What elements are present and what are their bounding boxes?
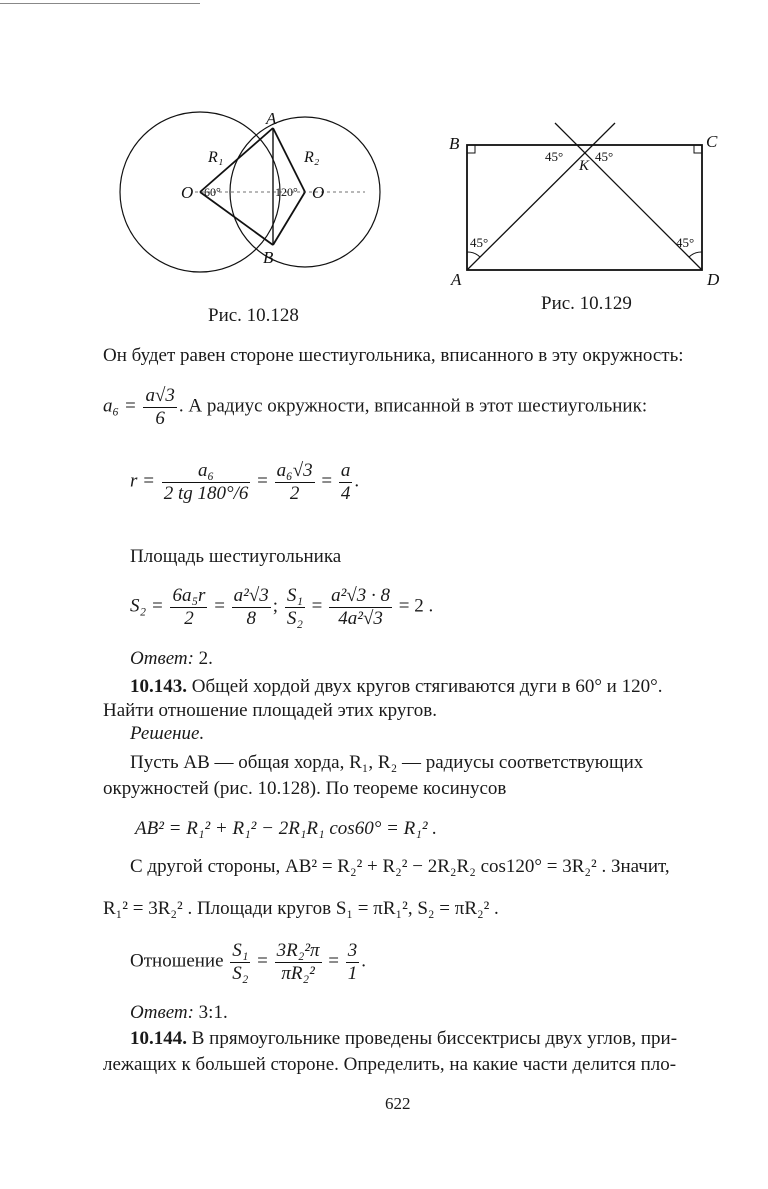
text-line-3: Площадь шестиугольника (130, 546, 342, 567)
s2-lhs: S₂ = (130, 595, 164, 617)
s2-f1-num: 6a₅r (172, 585, 206, 606)
label-45-bottom-right: 45° (676, 235, 695, 250)
label-angle-60: 60° (204, 185, 221, 199)
answer-2-value: 3:1. (198, 1002, 228, 1023)
label-a2: A (451, 270, 462, 289)
a6-num: a√3 (145, 385, 175, 406)
rectangle-bisectors-diagram (445, 115, 725, 290)
top-rule (0, 3, 200, 4)
radius-r2-top (273, 128, 305, 192)
s2-fraction-1 (170, 585, 207, 630)
text-line-4: Пусть AB — общая хорда, R₁, R₂ — радиусы соответствующих (130, 752, 644, 773)
problem-10-144-cont: лежащих к большей стороне. Определить, на какие части делится пло- (103, 1054, 677, 1075)
rel-f2-den: πR₂² (281, 962, 315, 984)
ratio-fraction-1 (285, 585, 305, 630)
problem-10-143-text: Общей хордой двух кругов стягиваются дуги в 60° и 120°. (191, 676, 663, 697)
label-d: D (707, 270, 720, 289)
label-b2: B (449, 134, 460, 153)
arc-d (689, 252, 702, 257)
answer-1-value: 2. (198, 648, 213, 669)
caption-10-129: Рис. 10.129 (541, 293, 632, 314)
problem-10-144-text: В прямоугольнике проведены биссектрисы двух углов, при- (191, 1028, 678, 1049)
rel-f3-den: 1 (347, 962, 358, 984)
answer-1-label: Ответ: (130, 648, 194, 669)
ratio-f1-den: S₂ (286, 607, 303, 629)
ratio-f2-den: 4a²√3 (338, 607, 383, 629)
page-number: 622 (385, 1094, 411, 1113)
label-45-top-left: 45° (545, 149, 564, 164)
label-r2: R₂ (304, 149, 320, 166)
label-r1: R₁ (208, 149, 224, 166)
two-circles-diagram (100, 110, 400, 300)
equation-1: AB² = R₁² + R₁² − 2R₁R₁ cos60° = R₁² . (135, 818, 438, 839)
r-f3-num: a (340, 460, 351, 481)
r-f1-num: a₆ (162, 460, 251, 483)
right-angle-c (694, 145, 702, 153)
problem-10-144 (130, 1028, 677, 1050)
rel-f2-num: 3R₂²π (276, 940, 320, 961)
a6-fraction (143, 385, 176, 430)
r-fraction-3 (339, 460, 353, 505)
s2-fraction-2 (232, 585, 271, 630)
s2-f2-den: 8 (246, 607, 256, 629)
ratio-f1-num: S₁ (286, 585, 303, 606)
text-line-1: Он будет равен стороне шестиугольника, вписанного в эту окружность: (103, 345, 684, 366)
rel-fraction-1 (230, 940, 250, 985)
rel-f1-den: S₂ (232, 962, 249, 984)
r-fraction-2 (275, 460, 315, 505)
r-f3-den: 4 (340, 482, 351, 504)
label-a: A (266, 110, 277, 128)
label-angle-120: 120° (275, 185, 298, 199)
rel-fraction-3 (346, 940, 360, 985)
text-line-5: окружностей (рис. 10.128). По теореме косинусов (103, 778, 507, 799)
right-angle-b (467, 145, 475, 153)
figure-10-128 (100, 110, 400, 300)
formula-s2: S₂ = $\frac{\text{6a₅r}}{2}$ = $\frac{\text{a²√3}}{8}$ ; $\frac{\text{S₁}}{\text{S₂}}$ = $\frac{\text{a²√3 · 8}}{\text{4a²√3}}$ = 2 . (130, 585, 434, 629)
label-o1: O (181, 183, 194, 202)
formula-a6 (103, 385, 647, 430)
label-b: B (263, 248, 274, 267)
label-45-top-right: 45° (595, 149, 614, 164)
r-f1-den: 2 tg 180°/6 (163, 482, 249, 504)
formula-r: r = $\frac{\text{a₆}}{2 tg 180^\circ/6}$ = $\frac{\text{a₆√3}}{2}$ = $\frac{a}{4}$ . (130, 460, 360, 504)
radius-r1-bottom (200, 192, 273, 245)
label-o2: O (312, 183, 325, 202)
caption-10-128: Рис. 10.128 (208, 305, 299, 326)
solution-label: Решение. (130, 723, 205, 744)
r-lhs: r = (130, 470, 155, 492)
label-c: C (706, 132, 718, 151)
answer-1 (130, 648, 213, 670)
arc-a (467, 252, 480, 257)
label-k: K (579, 158, 590, 174)
formula-ratio: Отношение $\frac{\text{S₁}}{\text{S₂}}$ = $\frac{\text{3R₂²π}}{\text{πR₂²}}$ = $\frac{3}{1}$ . (130, 940, 367, 984)
s2-f2-num: a²√3 (233, 585, 269, 606)
text-line-7: R₁² = 3R₂² . Площади кругов S₁ = πR₁², S₂ = πR₂² . (103, 898, 499, 919)
a6-lhs: a₆ = (103, 395, 137, 417)
text-line-6: С другой стороны, AB² = R₂² + R₂² − 2R₂R₂ cos120° = 3R₂² . Значит, (130, 856, 670, 877)
s2-f1-den: 2 (184, 607, 194, 629)
rel-fraction-2 (275, 940, 322, 985)
ratio-f2-num: a²√3 · 8 (331, 585, 391, 606)
text-line-2: . А радиус окружности, вписанной в этот шестиугольник: (178, 395, 648, 417)
ratio-end: = 2 . (398, 595, 434, 617)
rel-f3-num: 3 (347, 940, 358, 961)
answer-2-label: Ответ: (130, 1002, 194, 1023)
r-f2-den: 2 (289, 482, 300, 504)
answer-2 (130, 1002, 228, 1024)
ratio-fraction-2 (329, 585, 392, 630)
a6-den: 6 (155, 407, 165, 429)
problem-10-143 (130, 676, 662, 698)
ratio-label: Отношение (130, 950, 224, 972)
problem-10-143-number: 10.143. (130, 676, 187, 697)
figure-10-129 (445, 115, 725, 290)
r-fraction-1 (162, 460, 251, 505)
rel-f1-num: S₁ (232, 940, 249, 961)
problem-10-144-number: 10.144. (130, 1028, 187, 1049)
radius-r2-bottom (273, 192, 305, 245)
r-f2-num: a₆√3 (276, 460, 313, 481)
problem-10-143-cont: Найти отношение площадей этих кругов. (103, 700, 437, 721)
label-45-bottom-left: 45° (470, 235, 489, 250)
